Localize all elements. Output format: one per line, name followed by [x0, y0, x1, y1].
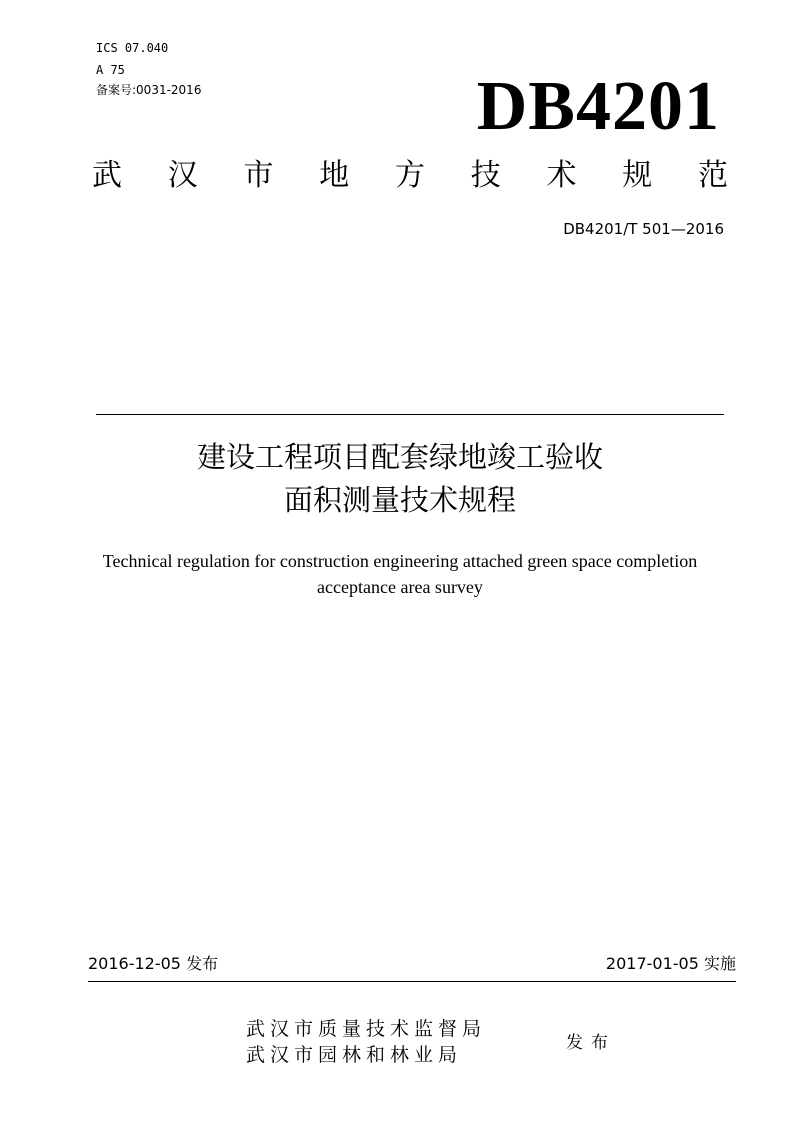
- series-char: 武: [92, 158, 122, 193]
- series-char: 汉: [167, 158, 198, 193]
- series-char: 规: [622, 158, 653, 193]
- implementation-date: 2017-01-05 实施: [605, 954, 736, 973]
- series-char: 范: [698, 158, 728, 193]
- standard-series-title: [92, 158, 728, 194]
- ics-code: ICS 07.040: [96, 41, 169, 55]
- title-chinese-line-1: 建设工程项目配套绿地竣工验收: [196, 440, 603, 474]
- publish-date: 2016-12-05 发布: [88, 954, 219, 973]
- series-char: 市: [243, 158, 274, 193]
- standard-code-large: DB4201: [476, 68, 720, 145]
- title-chinese-line-2: 面积测量技术规程: [283, 483, 516, 517]
- issue-label: 发布: [566, 1033, 616, 1053]
- title-english-line-1: Technical regulation for construction engineering attached green space completion: [102, 551, 698, 571]
- record-number: 备案号:0031-2016: [96, 83, 202, 97]
- series-char: 技: [470, 158, 501, 193]
- issuer-1: 武汉市质量技术监督局: [246, 1018, 487, 1040]
- series-char: 术: [546, 158, 577, 193]
- series-char: 地: [319, 158, 350, 193]
- classification-code: A 75: [96, 63, 125, 77]
- title-english-line-2: acceptance area survey: [317, 577, 483, 597]
- top-divider: [96, 414, 724, 415]
- series-char: 方: [395, 158, 425, 193]
- issuer-2: 武汉市园林和林业局: [246, 1044, 463, 1066]
- bottom-divider: [88, 981, 736, 982]
- standard-number: DB4201/T 501—2016: [563, 220, 724, 238]
